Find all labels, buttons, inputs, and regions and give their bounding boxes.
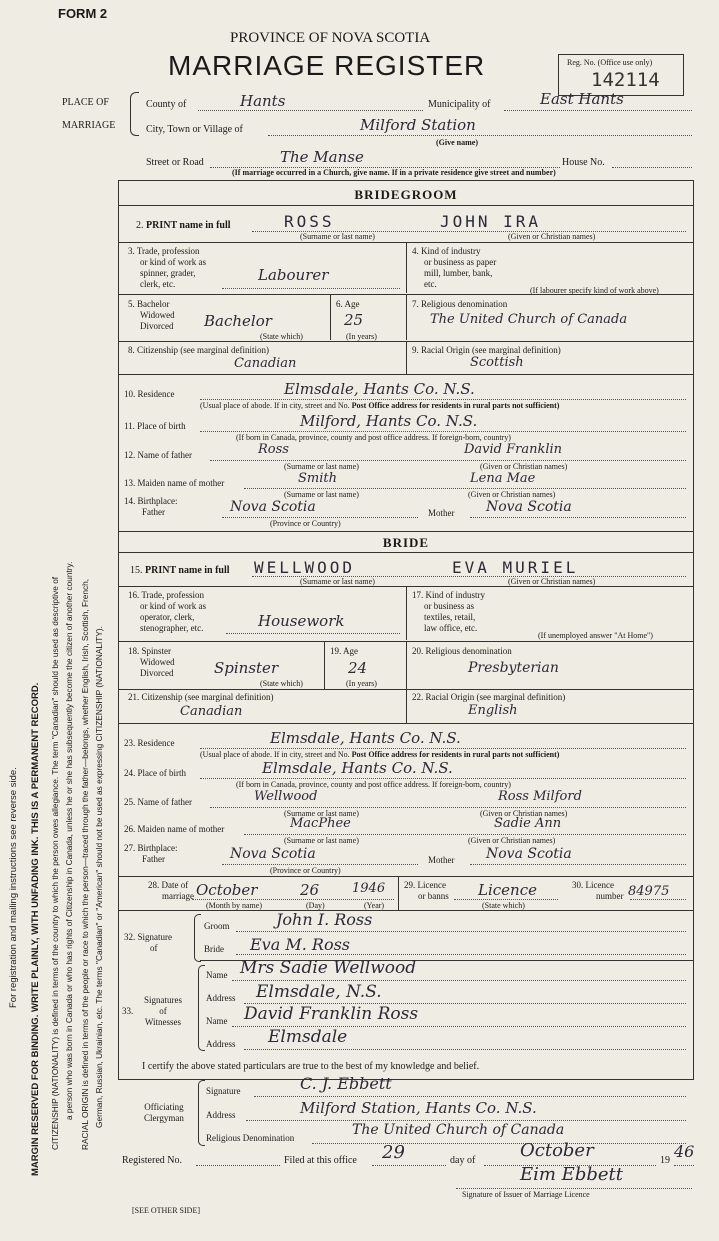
house-label: House No. [562, 157, 605, 168]
bride-citizenship-label: 21. Citizenship (see marginal definition) [128, 692, 274, 702]
bride-birthplace-label: 27. Birthplace: Father [124, 843, 178, 864]
give-name-caption: (Give name) [436, 138, 478, 147]
w2-name-label: Name [206, 1016, 228, 1026]
licence-label: 29. Licence or banns [404, 880, 449, 901]
bride-residence-note: (Usual place of abode. If in city, street and No. Post Office address for residents in rural parts not sufficient) [200, 750, 560, 759]
groom-heading: BRIDEGROOM [354, 187, 458, 202]
groom-residence-label: 10. Residence [124, 389, 175, 399]
licence-state-which: (State which) [482, 901, 525, 910]
groom-birth-label: 11. Place of birth [124, 421, 186, 431]
filed-year: 46 [674, 1142, 695, 1161]
groom-mother-surname: Smith [298, 471, 337, 486]
bride-birth: Elmsdale, Hants Co. N.S. [262, 759, 453, 777]
filed-day: 29 [382, 1142, 405, 1163]
bride-father-given-caption: (Given or Christian names) [480, 809, 568, 818]
municipality-label: Municipality of [428, 99, 491, 110]
place-bracket [130, 92, 139, 136]
bride-birth-note: (If born in Canada, province, county and post office address. If foreign-born, country) [236, 780, 511, 789]
officiating-label: Officiating Clergyman [144, 1102, 184, 1123]
bride-industry-note: (If unemployed answer "At Home") [538, 631, 653, 640]
mother-given-caption: (Given or Christian names) [468, 490, 556, 499]
groom-birth: Milford, Hants Co. N.S. [300, 412, 478, 430]
clergy-address: Milford Station, Hants Co. N.S. [300, 1099, 537, 1117]
bride-mother-surname: MacPhee [290, 816, 351, 831]
groom-citizenship: Canadian [234, 356, 297, 371]
w1-name-label: Name [206, 970, 228, 980]
groom-industry-note: (If labourer specify kind of work above) [530, 286, 659, 295]
bride-racial-label: 22. Racial Origin (see marginal definition) [412, 692, 566, 702]
groom-prov-caption: (Province or Country) [270, 519, 341, 528]
bride-residence: Elmsdale, Hants Co. N.S. [270, 729, 461, 747]
groom-surname: ROSS [284, 212, 335, 231]
certify-text: I certify the above stated particulars are true to the best of my knowledge and belief. [142, 1061, 480, 1072]
bride-surname: WELLWOOD [254, 558, 356, 577]
groom-religion: The United Church of Canada [430, 312, 628, 327]
county-label: County of [146, 99, 187, 110]
bride-status: Spinster [214, 659, 279, 677]
city-line [268, 135, 692, 136]
bride-given-caption: (Given or Christian names) [508, 577, 596, 586]
groom-trade-label: 3. Trade, profession or kind of work as spinner, grader, clerk, etc. [128, 246, 206, 289]
signature-of-label: 32. Signature of [124, 932, 172, 953]
year-prefix: 19 [660, 1155, 670, 1166]
father-surname-caption: (Surname or last name) [284, 462, 359, 471]
street-label: Street or Road [146, 157, 204, 168]
margin-line-6: German, Russian, Ukrainian, etc. The terms "Canadian" or "American" should not be used as expressing CITIZENSHIP (NATIONALITY). [94, 626, 104, 1128]
street-value: The Manse [280, 148, 364, 166]
bride-age-label: 19. Age [330, 646, 358, 656]
marriage-label: MARRIAGE [62, 120, 116, 131]
see-other-side: [SEE OTHER SIDE] [132, 1206, 200, 1215]
page-title: MARRIAGE REGISTER [168, 50, 486, 81]
issuer-caption: Signature of Issuer of Marriage Licence [462, 1190, 590, 1199]
year-caption: (Year) [364, 901, 385, 910]
bride-father-birthplace: Nova Scotia [230, 846, 316, 862]
month-caption: (Month by name) [206, 901, 262, 910]
bride-racial: English [468, 703, 518, 718]
groom-mother-label: 13. Maiden name of mother [124, 478, 225, 488]
house-line [612, 167, 692, 168]
witness2-name: David Franklin Ross [244, 1004, 419, 1024]
marriage-year: 1946 [352, 881, 386, 896]
clergy-denom-label: Religious Denomination [206, 1133, 295, 1143]
margin-line-5: RACIAL ORIGIN is defined in terms of the people or race to which the person—traced through the father—belongs, whether English, Irish, Scottish, French, [80, 578, 90, 1150]
groom-father-given: David Franklin [464, 442, 563, 457]
mother-surname-caption: (Surname or last name) [284, 490, 359, 499]
groom-industry-label: 4. Kind of industry or business as paper mill, lumber, bank, etc. [412, 246, 497, 289]
bride-state-which: (State which) [260, 679, 303, 688]
groom-given: JOHN IRA [440, 212, 542, 231]
margin-line-3: CITIZENSHIP (NATIONALITY) is defined in terms of the country to which the person owes allegiance. The term "Canadian" should be used as descriptive of [50, 576, 60, 1150]
filed-label: Filed at this office [284, 1155, 357, 1166]
clergy-denomination: The United Church of Canada [352, 1122, 565, 1138]
groom-surname-caption: (Surname or last name) [300, 232, 375, 241]
licence-number-label: 30. Licence number [572, 880, 624, 901]
margin-line-2: MARGIN RESERVED FOR BINDING. WRITE PLAINLY, WITH UNFADING INK. THIS IS A PERMANENT RECORD. [30, 682, 41, 1176]
groom-residence: Elmsdale, Hants Co. N.S. [284, 380, 475, 398]
registered-no-label: Registered No. [122, 1155, 182, 1166]
bride-industry-label: 17. Kind of industry or business as textiles, retail, law office, etc. [412, 590, 485, 633]
bride-mother-birthplace: Nova Scotia [486, 846, 572, 862]
groom-father-surname: Ross [258, 442, 289, 457]
groom-racial: Scottish [470, 355, 524, 370]
groom-mother-bp-label: Mother [428, 508, 455, 518]
witness1-address: Elmsdale, N.S. [256, 982, 382, 1002]
witnesses-label: Signatures of Witnesses [144, 995, 182, 1027]
marriage-month: October [196, 881, 258, 899]
groom-religion-label: 7. Religious denomination [412, 299, 508, 309]
margin-line-1: For registration and mailing instructions see reverse side. [8, 767, 19, 1008]
witness2-address: Elmsdale [268, 1027, 348, 1047]
groom-residence-note: (Usual place of abode. If in city, street and No. Post Office address for residents in rural parts not sufficient) [200, 401, 560, 410]
groom-father-birthplace: Nova Scotia [230, 499, 316, 515]
clergy-sig-label: Signature [206, 1086, 241, 1096]
bride-heading: BRIDE [382, 535, 430, 550]
municipality-value: East Hants [540, 90, 624, 108]
margin-line-4: a person who was born in Canada or who has rights of Citizenship in Canada, unless he or she has subsequently become the citizen of another country. [64, 561, 74, 1120]
groom-age-label: 6. Age [336, 299, 360, 309]
bride-mother-given: Sadie Ann [494, 816, 562, 831]
bride-given: EVA MURIEL [452, 558, 579, 577]
groom-status-label: 5. Bachelor Widowed Divorced [128, 299, 175, 331]
w1-address-label: Address [206, 993, 236, 1003]
bride-age: 24 [348, 659, 368, 677]
licence-number: 84975 [628, 884, 670, 899]
groom-father-label: 12. Name of father [124, 450, 192, 460]
bride-sig-label: Bride [204, 944, 224, 954]
father-given-caption: (Given or Christian names) [480, 462, 568, 471]
bride-father-label: 25. Name of father [124, 797, 192, 807]
groom-citizenship-label: 8. Citizenship (see marginal definition) [128, 345, 270, 355]
bride-religion: Presbyterian [468, 660, 559, 676]
bride-religion-label: 20. Religious denomination [412, 646, 512, 656]
groom-age: 25 [344, 311, 364, 329]
bride-citizenship: Canadian [180, 704, 243, 719]
bride-status-label: 18. Spinster Widowed Divorced [128, 646, 175, 678]
bride-surname-caption: (Surname or last name) [300, 577, 375, 586]
bride-birth-label: 24. Place of birth [124, 768, 186, 778]
groom-name-label: 2. PRINT name in full [136, 220, 231, 231]
groom-mother-given: Lena Mae [470, 471, 536, 486]
day-of-label: day of [450, 1155, 476, 1166]
church-note: (If marriage occurred in a Church, give name. If in a private residence give street and number) [232, 168, 556, 177]
bride-father-given: Ross Milford [498, 789, 582, 804]
bride-prov-caption: (Province or Country) [270, 866, 341, 875]
bride-father-surname: Wellwood [254, 789, 318, 804]
bride-father-surname-caption: (Surname or last name) [284, 809, 359, 818]
province-heading: PROVINCE OF NOVA SCOTIA [230, 30, 431, 46]
marriage-day: 26 [300, 881, 320, 899]
bride-mother-label: 26. Maiden name of mother [124, 824, 225, 834]
groom-signature: John I. Ross [276, 910, 373, 929]
bride-in-years: (In years) [346, 679, 377, 688]
filed-month: October [520, 1140, 594, 1161]
groom-state-which: (State which) [260, 332, 303, 341]
num33-label: 33. [122, 1006, 134, 1016]
bride-signature: Eva M. Ross [250, 935, 350, 954]
clergy-address-label: Address [206, 1110, 236, 1120]
groom-in-years: (In years) [346, 332, 377, 341]
clergy-signature: C. J. Ebbett [300, 1074, 392, 1093]
groom-mother-birthplace: Nova Scotia [486, 499, 572, 515]
issuer-signature: Eim Ebbett [520, 1164, 623, 1185]
place-of-label: PLACE OF [62, 97, 109, 108]
bride-mother-surname-caption: (Surname or last name) [284, 836, 359, 845]
bride-residence-label: 23. Residence [124, 738, 175, 748]
city-value: Milford Station [360, 116, 476, 134]
groom-trade: Labourer [258, 266, 329, 284]
groom-given-caption: (Given or Christian names) [508, 232, 596, 241]
licence-value: Licence [478, 881, 537, 899]
groom-sig-label: Groom [204, 921, 230, 931]
bride-name-label: 15. PRINT name in full [130, 565, 230, 576]
day-caption: (Day) [306, 901, 325, 910]
date-label: 28. Date of marriage [148, 880, 194, 901]
groom-status: Bachelor [204, 312, 272, 330]
groom-birthplace-label: 14. Birthplace: Father [124, 496, 178, 517]
reg-label: Reg. No. (Office use only) [567, 58, 653, 67]
groom-birth-note: (If born in Canada, province, county and post office address. If foreign-born, country) [236, 433, 511, 442]
witness1-name: Mrs Sadie Wellwood [240, 958, 417, 978]
w2-address-label: Address [206, 1039, 236, 1049]
reg-number: 142114 [591, 69, 660, 91]
form-label: FORM 2 [58, 6, 108, 21]
city-label: City, Town or Village of [146, 124, 243, 135]
bride-trade: Housework [258, 612, 345, 630]
municipality-line [504, 110, 692, 111]
bride-mother-given-caption: (Given or Christian names) [468, 836, 556, 845]
county-line [198, 110, 423, 111]
county-value: Hants [240, 92, 286, 110]
groom-racial-label: 9. Racial Origin (see marginal definition) [412, 345, 561, 355]
bride-mother-bp-label: Mother [428, 855, 455, 865]
bride-trade-label: 16. Trade, profession or kind of work as operator, clerk, stenographer, etc. [128, 590, 206, 633]
